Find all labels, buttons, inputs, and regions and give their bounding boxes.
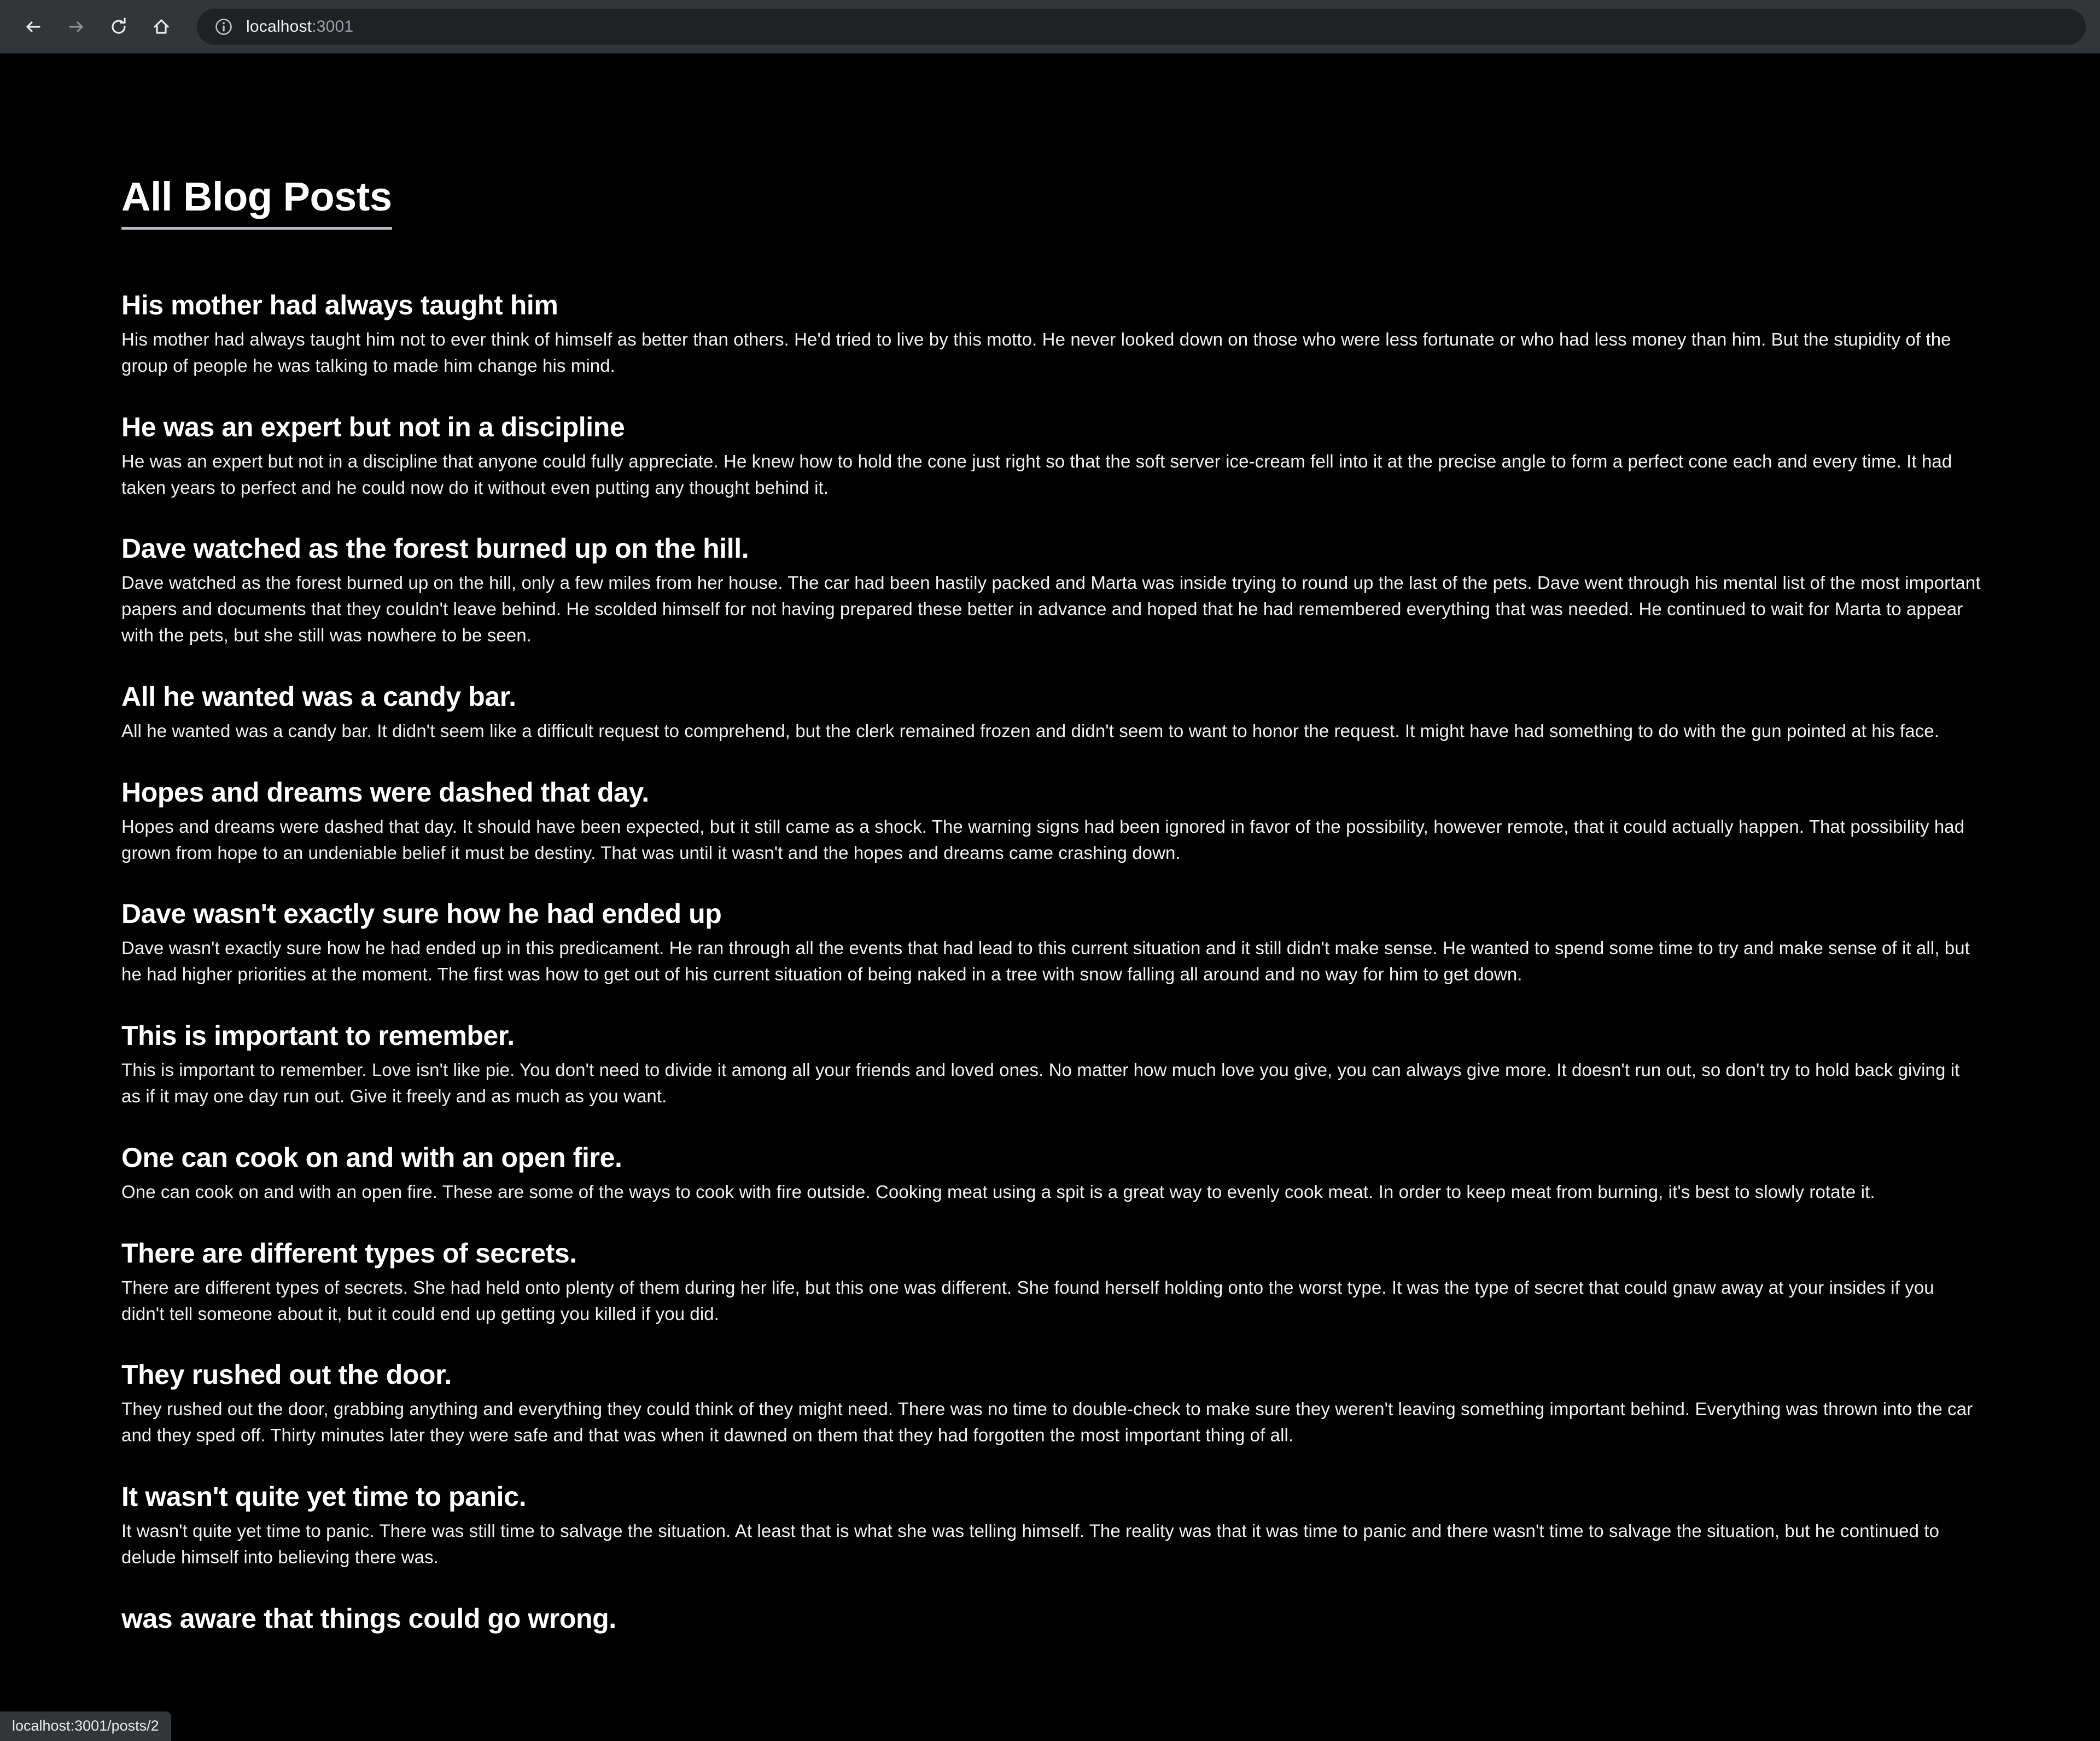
post-excerpt: All he wanted was a candy bar. It didn't seem like a difficult request to comprehend, but the clerk remained frozen and didn't seem to want to honor the request. It might have had something to do with the gun pointed at his face. (121, 720, 1940, 741)
post-title-link[interactable]: He was an expert but not in a discipline (121, 411, 625, 442)
url-rest: :3001 (312, 17, 354, 36)
post-item (121, 1482, 1992, 1570)
post-item (121, 1360, 1992, 1448)
post-excerpt: They rushed out the door, grabbing anything and everything they could think of they might need. There was no time to double-check to make sure they weren't leaving something important behind. Everything was thrown into the car and they sped off. Thirty minutes later they were safe and that was when it dawned on them that they had forgotten the most important thing of all. (121, 1399, 1973, 1446)
back-button[interactable] (12, 5, 55, 48)
post-excerpt: Dave watched as the forest burned up on the hill, only a few miles from her house. The car had been hastily packed and Marta was inside trying to round up the last of the pets. Dave went through his mental list of the most important papers and documents that they couldn't leave behind. He scolded himself for not having prepared these better in advance and hoped that he had remembered everything that was needed. He continued to wait for Marta to appear with the pets, but she still was nowhere to be seen. (121, 572, 1981, 646)
post-item (121, 899, 1992, 988)
post-excerpt: He was an expert but not in a discipline that anyone could fully appreciate. He knew how to hold the cone just right so that the soft server ice-cream fell into it at the precise angle to form a perfect cone each and every time. It had taken years to perfect and he could now do it without even putting any thought behind it. (121, 451, 1952, 498)
post-title-link[interactable]: was aware that things could go wrong. (121, 1603, 616, 1634)
post-title-link[interactable]: Dave wasn't exactly sure how he had ended up (121, 898, 722, 930)
post-title-link[interactable]: One can cook on and with an open fire. (121, 1142, 622, 1173)
post-list (121, 291, 1992, 1633)
post-title-link[interactable]: Dave watched as the forest burned up on the hill. (121, 533, 749, 564)
post-title-link[interactable]: It wasn't quite yet time to panic. (121, 1481, 527, 1512)
post-item (121, 291, 1992, 379)
post-title-link[interactable]: They rushed out the door. (121, 1359, 452, 1391)
post-item (121, 1021, 1992, 1109)
post-excerpt: This is important to remember. Love isn't like pie. You don't need to divide it among all your friends and loved ones. No matter how much love you give, you can always give more. It doesn't run out, so don't try to hold back giving it as if it may one day run out. Give it freely and as much as you want. (121, 1060, 1960, 1106)
url-text (246, 17, 353, 36)
reload-button[interactable] (97, 5, 140, 48)
post-item (121, 682, 1992, 744)
post-item (121, 778, 1992, 866)
post-item (121, 1143, 1992, 1205)
site-info-icon[interactable] (213, 16, 234, 37)
home-button[interactable] (140, 5, 183, 48)
post-title-link[interactable]: There are different types of secrets. (121, 1237, 577, 1269)
post-title-link[interactable]: His mother had always taught him (121, 290, 558, 320)
post-excerpt: Hopes and dreams were dashed that day. It should have been expected, but it still came as a shock. The warning signs had been ignored in favor of the possibility, however remote, that it could actually happen. That possibility had grown from hope to an undeniable belief it must be destiny. That was until it wasn't and the hopes and dreams came crashing down. (121, 816, 1965, 863)
url-host: localhost (246, 17, 312, 36)
page-viewport (0, 54, 2100, 1741)
post-excerpt: There are different types of secrets. She had held onto plenty of them during her life, but this one was different. She found herself holding onto the worst type. It was the type of secret that could gnaw away at your insides if you didn't tell someone about it, but it could end up getting you killed if you did. (121, 1277, 1934, 1324)
address-bar[interactable] (197, 9, 2086, 45)
post-item (121, 1604, 1992, 1633)
post-excerpt: Dave wasn't exactly sure how he had ended up in this predicament. He ran through all the events that had lead to this current situation and it still didn't make sense. He wanted to spend some time to try and make sense of it all, but he had higher priorities at the moment. The first was how to get out of his current situation of being naked in a tree with snow falling all around and no way for him to get down. (121, 938, 1970, 985)
post-excerpt: His mother had always taught him not to ever think of himself as better than others. He'd tried to live by this motto. He never looked down on those who were less fortunate or who had less money than him. But the stupidity of the group of people he was talking to made him change his mind. (121, 329, 1951, 376)
post-excerpt: One can cook on and with an open fire. These are some of the ways to cook with fire outside. Cooking meat using a spit is a great way to evenly cook meat. In order to keep meat from burning, it's best to slowly rotate it. (121, 1181, 1875, 1202)
post-title-link[interactable]: All he wanted was a candy bar. (121, 681, 516, 712)
post-title-link[interactable]: This is important to remember. (121, 1020, 515, 1051)
browser-toolbar (0, 0, 2100, 54)
post-item (121, 1239, 1992, 1327)
post-title-link[interactable]: Hopes and dreams were dashed that day. (121, 776, 649, 808)
forward-button[interactable] (55, 5, 97, 48)
page-title: All Blog Posts (121, 177, 392, 230)
post-excerpt: It wasn't quite yet time to panic. There was still time to salvage the situation. At least that is what she was telling himself. The reality was that it was time to panic and there wasn't time to salvage the situation, but he continued to delude himself into believing there was. (121, 1521, 1940, 1567)
blog-page (0, 54, 2100, 1633)
post-item (121, 413, 1992, 501)
post-item (121, 534, 1992, 649)
status-bar-link-preview: localhost:3001/posts/2 (0, 1711, 171, 1741)
